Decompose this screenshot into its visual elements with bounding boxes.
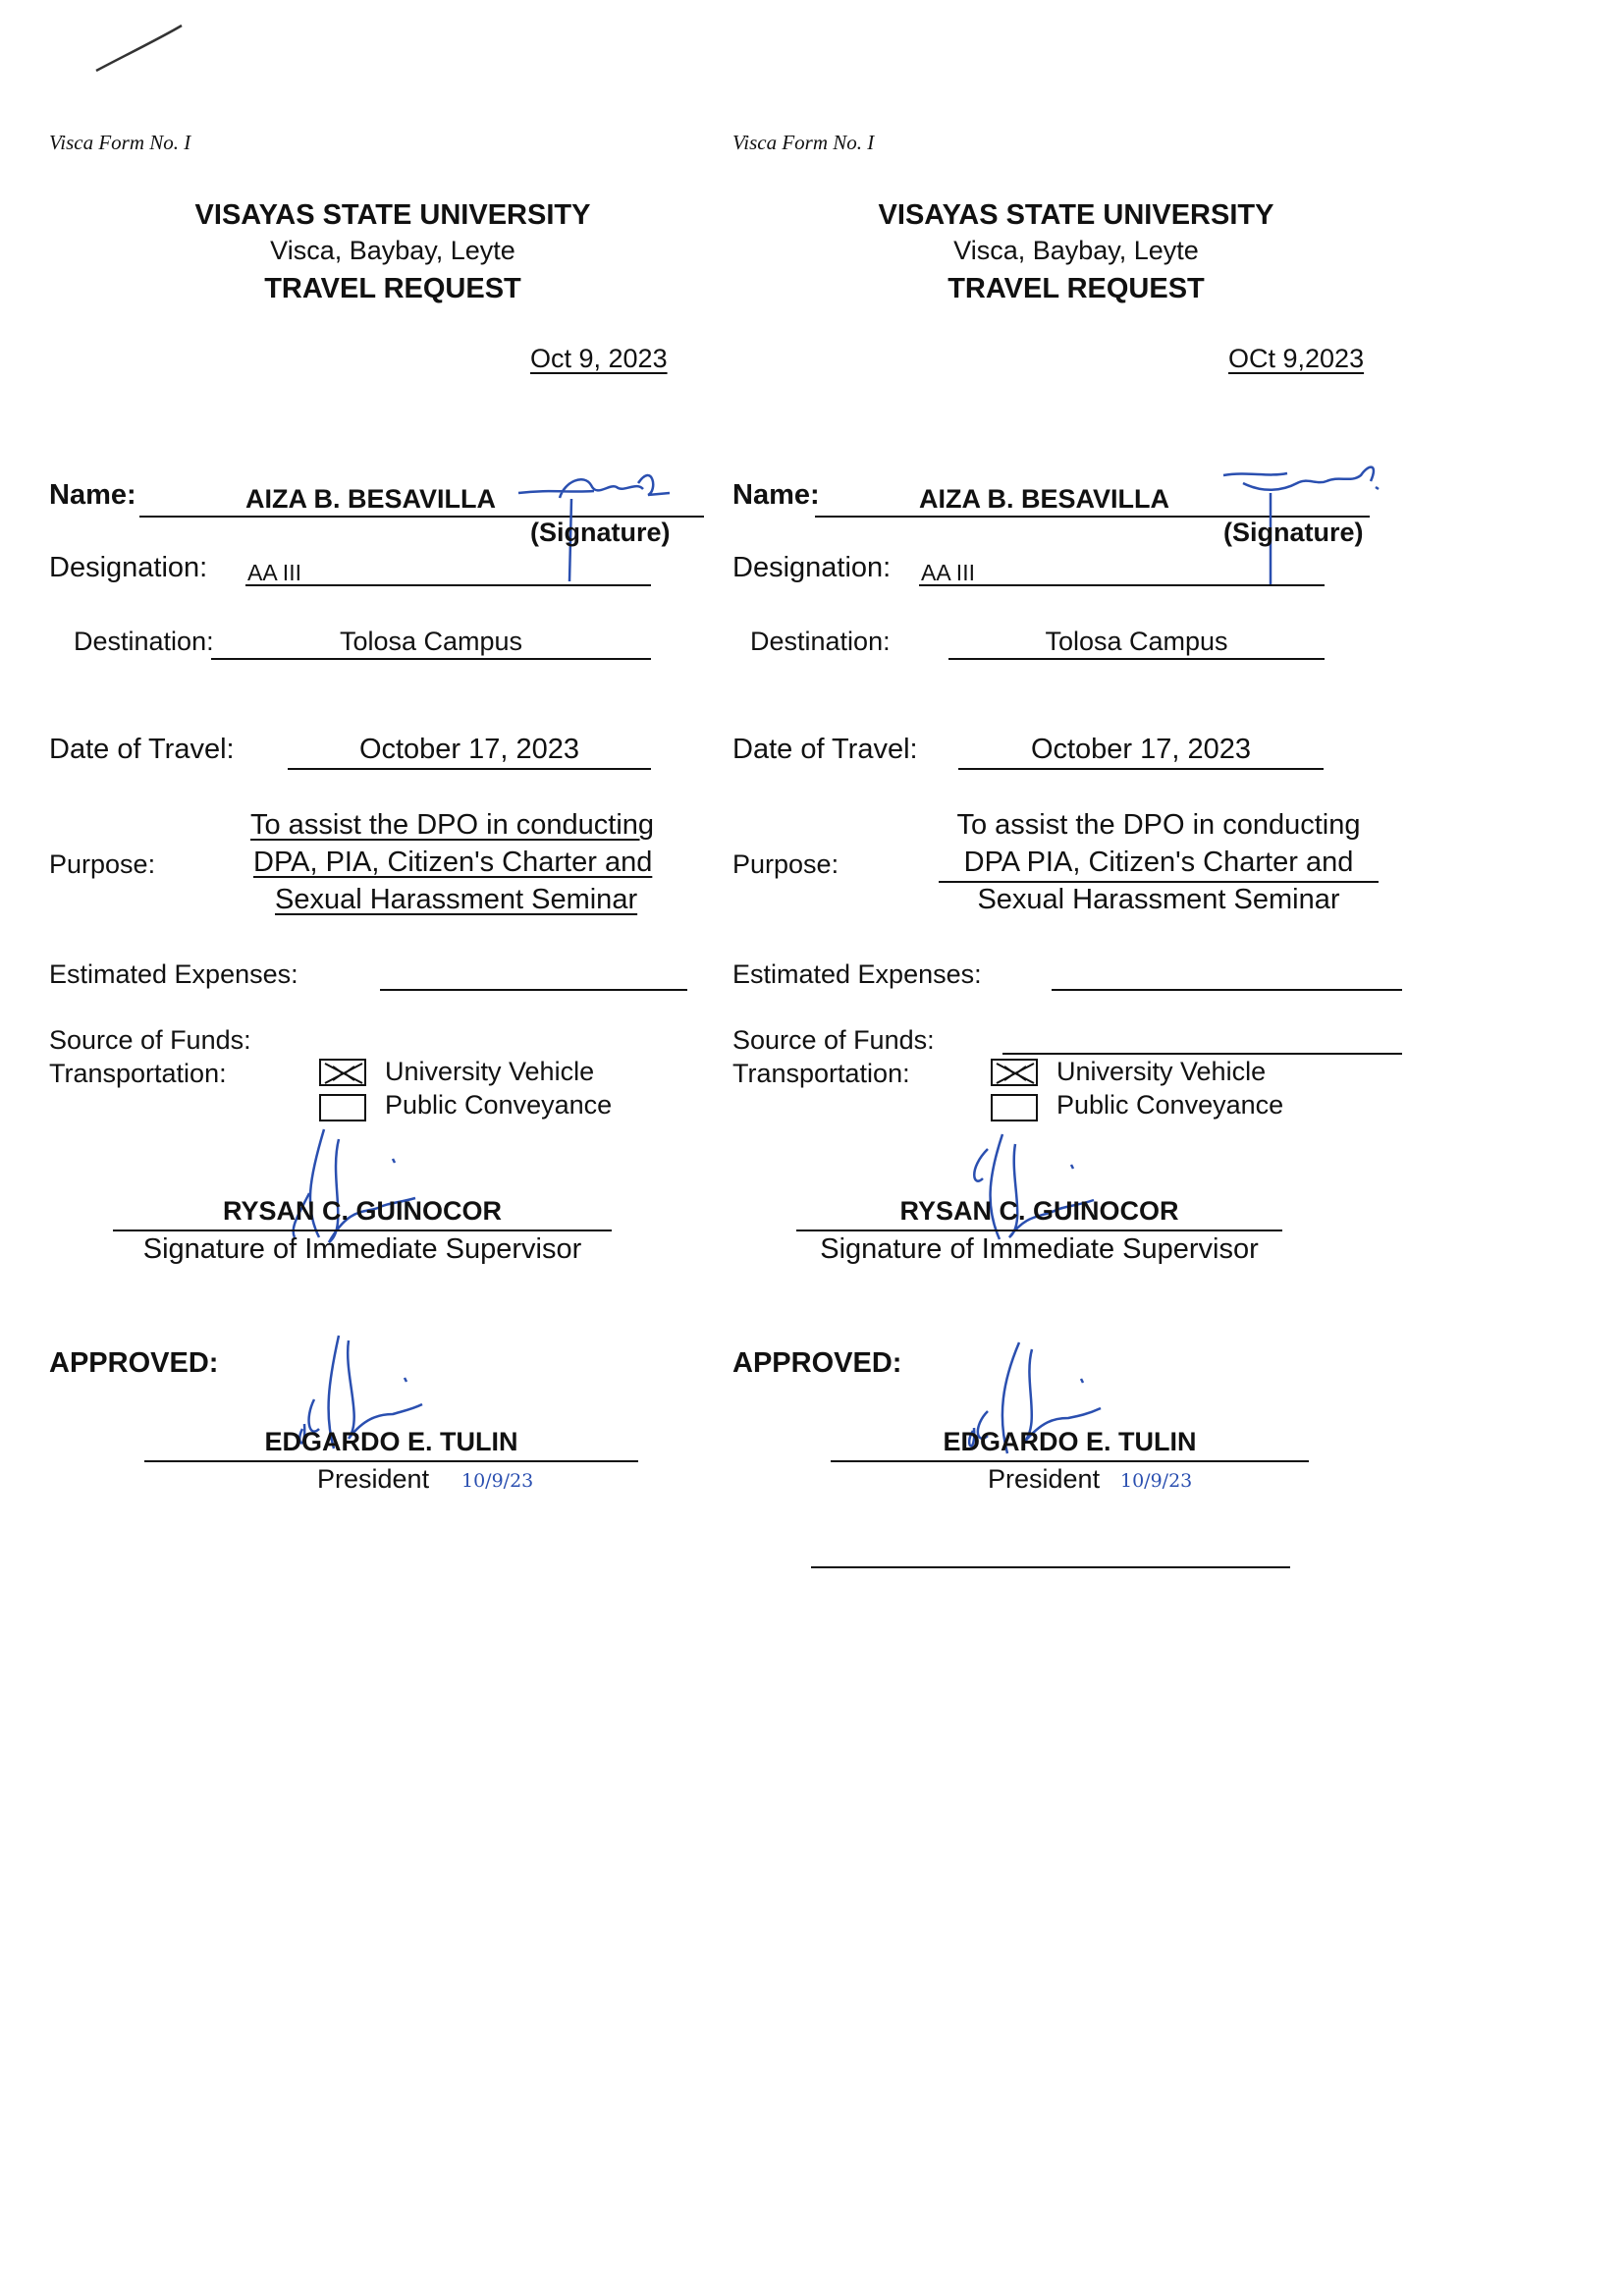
travel-request-form-1: [49, 0, 736, 1591]
purpose-line-1: To assist the DPO in conducting: [250, 809, 655, 841]
designation-value: AA III: [921, 560, 975, 585]
university-vehicle-checkbox[interactable]: [991, 1059, 1038, 1086]
supervisor-name: RYSAN C. GUINOCOR: [222, 1196, 502, 1226]
public-conveyance-checkbox[interactable]: [991, 1094, 1038, 1121]
supervisor-signature: [270, 1120, 486, 1247]
president-name: EDGARDO E. TULIN: [943, 1427, 1197, 1456]
president-line: [144, 1460, 638, 1462]
destination-value: Tolosa Campus: [1045, 627, 1228, 656]
university-location: Visca, Baybay, Leyte: [270, 236, 515, 265]
purpose-label: Purpose:: [49, 849, 156, 879]
source-of-funds-line: [1002, 1053, 1402, 1055]
transportation-label: Transportation:: [49, 1059, 227, 1088]
president-caption: President: [317, 1464, 430, 1494]
transportation-label: Transportation:: [732, 1059, 910, 1088]
form-title: TRAVEL REQUEST: [264, 273, 521, 304]
date-of-travel-value: October 17, 2023: [358, 734, 580, 765]
university-name: VISAYAS STATE UNIVERSITY: [878, 199, 1274, 231]
purpose-label: Purpose:: [732, 849, 839, 879]
name-label: Name:: [49, 479, 136, 511]
date-of-travel-label: Date of Travel:: [49, 734, 235, 765]
approved-label: APPROVED:: [732, 1347, 902, 1379]
destination-line: [948, 658, 1325, 660]
university-vehicle-checkbox[interactable]: [319, 1059, 366, 1086]
designation-label: Designation:: [732, 552, 892, 583]
designation-line: [245, 584, 651, 586]
name-label: Name:: [732, 479, 820, 511]
purpose-line: [939, 881, 1379, 883]
estimated-expenses-label: Estimated Expenses:: [49, 959, 298, 989]
date-of-travel-line: [288, 768, 651, 770]
designation-line: [919, 584, 1325, 586]
signature-label: (Signature): [1223, 518, 1364, 547]
purpose-line-3: Sexual Harassment Seminar: [275, 884, 638, 915]
president-caption: President: [988, 1464, 1101, 1494]
form-number: Visca Form No. I: [49, 131, 191, 154]
date-of-travel-line: [958, 768, 1324, 770]
public-conveyance-label: Public Conveyance: [1056, 1090, 1284, 1120]
supervisor-line: [796, 1230, 1282, 1231]
designation-label: Designation:: [49, 552, 208, 583]
date-of-travel-value: October 17, 2023: [1030, 734, 1252, 765]
form-number: Visca Form No. I: [732, 131, 875, 154]
supervisor-caption: Signature of Immediate Supervisor: [142, 1233, 582, 1265]
designation-value: AA III: [247, 560, 301, 585]
request-date: OCt 9,2023: [1228, 344, 1365, 373]
destination-line: [211, 658, 651, 660]
president-name: EDGARDO E. TULIN: [264, 1427, 518, 1456]
destination-label: Destination:: [750, 627, 891, 656]
president-date-annotation: 10/9/23: [461, 1470, 534, 1492]
university-vehicle-label: University Vehicle: [385, 1057, 595, 1086]
source-of-funds-label: Source of Funds:: [732, 1025, 935, 1055]
name-value: AIZA B. BESAVILLA: [919, 484, 1169, 514]
estimated-expenses-line: [380, 989, 687, 991]
date-of-travel-label: Date of Travel:: [732, 734, 918, 765]
purpose-line-3: Sexual Harassment Seminar: [977, 884, 1340, 915]
destination-value: Tolosa Campus: [339, 627, 523, 656]
blank-signature-line: [811, 1566, 1290, 1568]
university-location: Visca, Baybay, Leyte: [953, 236, 1199, 265]
public-conveyance-label: Public Conveyance: [385, 1090, 613, 1120]
president-date-annotation: 10/9/23: [1120, 1470, 1193, 1492]
approved-label: APPROVED:: [49, 1347, 219, 1379]
purpose-line-2: DPA, PIA, Citizen's Charter and: [253, 847, 653, 878]
source-of-funds-label: Source of Funds:: [49, 1025, 251, 1055]
name-value: AIZA B. BESAVILLA: [245, 484, 496, 514]
destination-label: Destination:: [74, 627, 214, 656]
signature-label: (Signature): [530, 518, 671, 547]
supervisor-caption: Signature of Immediate Supervisor: [820, 1233, 1259, 1265]
purpose-line-2: DPA PIA, Citizen's Charter and: [963, 847, 1354, 878]
university-name: VISAYAS STATE UNIVERSITY: [194, 199, 591, 231]
request-date: Oct 9, 2023: [530, 344, 668, 373]
travel-request-form-2: [732, 0, 1420, 1591]
university-vehicle-label: University Vehicle: [1056, 1057, 1267, 1086]
form-title: TRAVEL REQUEST: [947, 273, 1205, 304]
supervisor-line: [113, 1230, 612, 1231]
president-line: [831, 1460, 1309, 1462]
supervisor-name: RYSAN C. GUINOCOR: [899, 1196, 1179, 1226]
public-conveyance-checkbox[interactable]: [319, 1094, 366, 1121]
estimated-expenses-label: Estimated Expenses:: [732, 959, 982, 989]
purpose-line-1: To assist the DPO in conducting: [956, 809, 1361, 841]
estimated-expenses-line: [1052, 989, 1402, 991]
